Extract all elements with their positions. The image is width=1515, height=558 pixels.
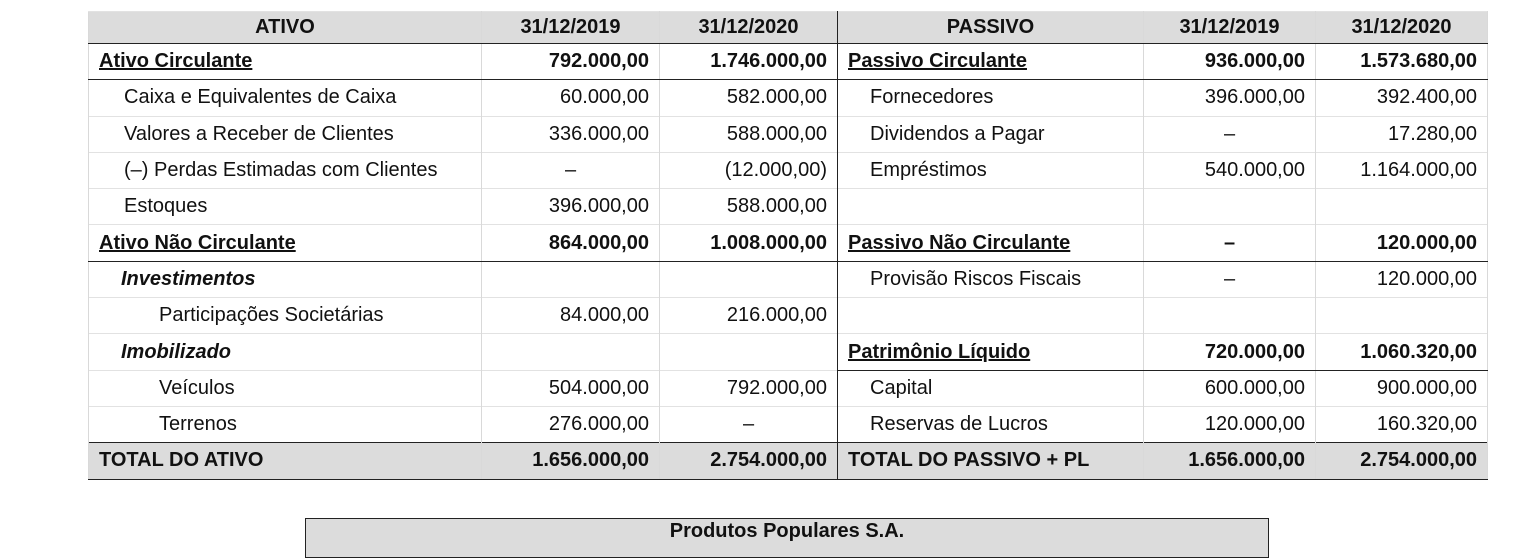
account-label: Reservas de Lucros: [838, 406, 1144, 442]
value-cell: 392.400,00: [1316, 80, 1488, 116]
subgroup-label: Imobilizado: [89, 334, 482, 370]
section-label: Patrimônio Líquido: [838, 334, 1144, 370]
value-cell: [1316, 298, 1488, 334]
value-cell: 1.008.000,00: [660, 225, 838, 261]
value-cell: 60.000,00: [482, 80, 660, 116]
account-label: Veículos: [89, 370, 482, 406]
value-cell: 504.000,00: [482, 370, 660, 406]
value-cell: 396.000,00: [1144, 80, 1316, 116]
value-cell: 936.000,00: [1144, 44, 1316, 80]
header-passivo-2020: 31/12/2020: [1316, 12, 1488, 44]
value-cell: [1144, 298, 1316, 334]
value-cell: 720.000,00: [1144, 334, 1316, 370]
value-cell: 120.000,00: [1144, 406, 1316, 442]
section-label: Ativo Circulante: [89, 44, 482, 80]
value-cell: 2.754.000,00: [1316, 443, 1488, 479]
value-cell: 160.320,00: [1316, 406, 1488, 442]
table-row: [89, 334, 1488, 370]
header-ativo: ATIVO: [89, 12, 482, 44]
value-cell: (12.000,00): [660, 152, 838, 188]
total-passivo-label: TOTAL DO PASSIVO + PL: [838, 443, 1144, 479]
value-cell: 120.000,00: [1316, 225, 1488, 261]
account-label: Valores a Receber de Clientes: [89, 116, 482, 152]
total-row: [89, 443, 1488, 479]
value-cell: 1.573.680,00: [1316, 44, 1488, 80]
account-label: Dividendos a Pagar: [838, 116, 1144, 152]
table-row: [89, 80, 1488, 116]
account-label: [838, 298, 1144, 334]
account-label: [838, 189, 1144, 225]
table-row: [89, 370, 1488, 406]
account-label: Capital: [838, 370, 1144, 406]
value-cell: 2.754.000,00: [660, 443, 838, 479]
value-cell: 792.000,00: [482, 44, 660, 80]
value-cell: –: [1144, 116, 1316, 152]
value-cell: [482, 334, 660, 370]
value-cell: [660, 334, 838, 370]
balance-sheet-table: [88, 11, 1488, 480]
value-cell: –: [660, 406, 838, 442]
value-cell: 1.656.000,00: [482, 443, 660, 479]
section-label: Passivo Circulante: [838, 44, 1144, 80]
account-label: (–) Perdas Estimadas com Clientes: [89, 152, 482, 188]
value-cell: 588.000,00: [660, 116, 838, 152]
table-row: [89, 152, 1488, 188]
value-cell: 396.000,00: [482, 189, 660, 225]
value-cell: –: [1144, 225, 1316, 261]
value-cell: 1.656.000,00: [1144, 443, 1316, 479]
second-table-title: Produtos Populares S.A.: [305, 518, 1269, 558]
account-label: Provisão Riscos Fiscais: [838, 261, 1144, 297]
table-row: [89, 298, 1488, 334]
header-passivo: PASSIVO: [838, 12, 1144, 44]
table-row: [89, 225, 1488, 261]
value-cell: 17.280,00: [1316, 116, 1488, 152]
account-label: Estoques: [89, 189, 482, 225]
account-label: Empréstimos: [838, 152, 1144, 188]
account-label: Participações Societárias: [89, 298, 482, 334]
header-row: [89, 12, 1488, 44]
value-cell: –: [1144, 261, 1316, 297]
value-cell: 540.000,00: [1144, 152, 1316, 188]
value-cell: [1144, 189, 1316, 225]
account-label: Caixa e Equivalentes de Caixa: [89, 80, 482, 116]
value-cell: 1.060.320,00: [1316, 334, 1488, 370]
subgroup-label: Investimentos: [89, 261, 482, 297]
table-row: [89, 261, 1488, 297]
value-cell: 864.000,00: [482, 225, 660, 261]
value-cell: 1.746.000,00: [660, 44, 838, 80]
section-label: Passivo Não Circulante: [838, 225, 1144, 261]
section-label: Ativo Não Circulante: [89, 225, 482, 261]
value-cell: [1316, 189, 1488, 225]
header-ativo-2020: 31/12/2020: [660, 12, 838, 44]
table-row: [89, 406, 1488, 442]
account-label: Terrenos: [89, 406, 482, 442]
table-row: [89, 189, 1488, 225]
value-cell: [660, 261, 838, 297]
value-cell: 588.000,00: [660, 189, 838, 225]
value-cell: 120.000,00: [1316, 261, 1488, 297]
header-ativo-2019: 31/12/2019: [482, 12, 660, 44]
value-cell: 276.000,00: [482, 406, 660, 442]
header-passivo-2019: 31/12/2019: [1144, 12, 1316, 44]
value-cell: 216.000,00: [660, 298, 838, 334]
value-cell: 900.000,00: [1316, 370, 1488, 406]
value-cell: 792.000,00: [660, 370, 838, 406]
value-cell: 1.164.000,00: [1316, 152, 1488, 188]
table-row: [89, 44, 1488, 80]
value-cell: 600.000,00: [1144, 370, 1316, 406]
account-label: Fornecedores: [838, 80, 1144, 116]
table-row: [89, 116, 1488, 152]
total-ativo-label: TOTAL DO ATIVO: [89, 443, 482, 479]
value-cell: 582.000,00: [660, 80, 838, 116]
value-cell: [482, 261, 660, 297]
value-cell: –: [482, 152, 660, 188]
value-cell: 84.000,00: [482, 298, 660, 334]
value-cell: 336.000,00: [482, 116, 660, 152]
